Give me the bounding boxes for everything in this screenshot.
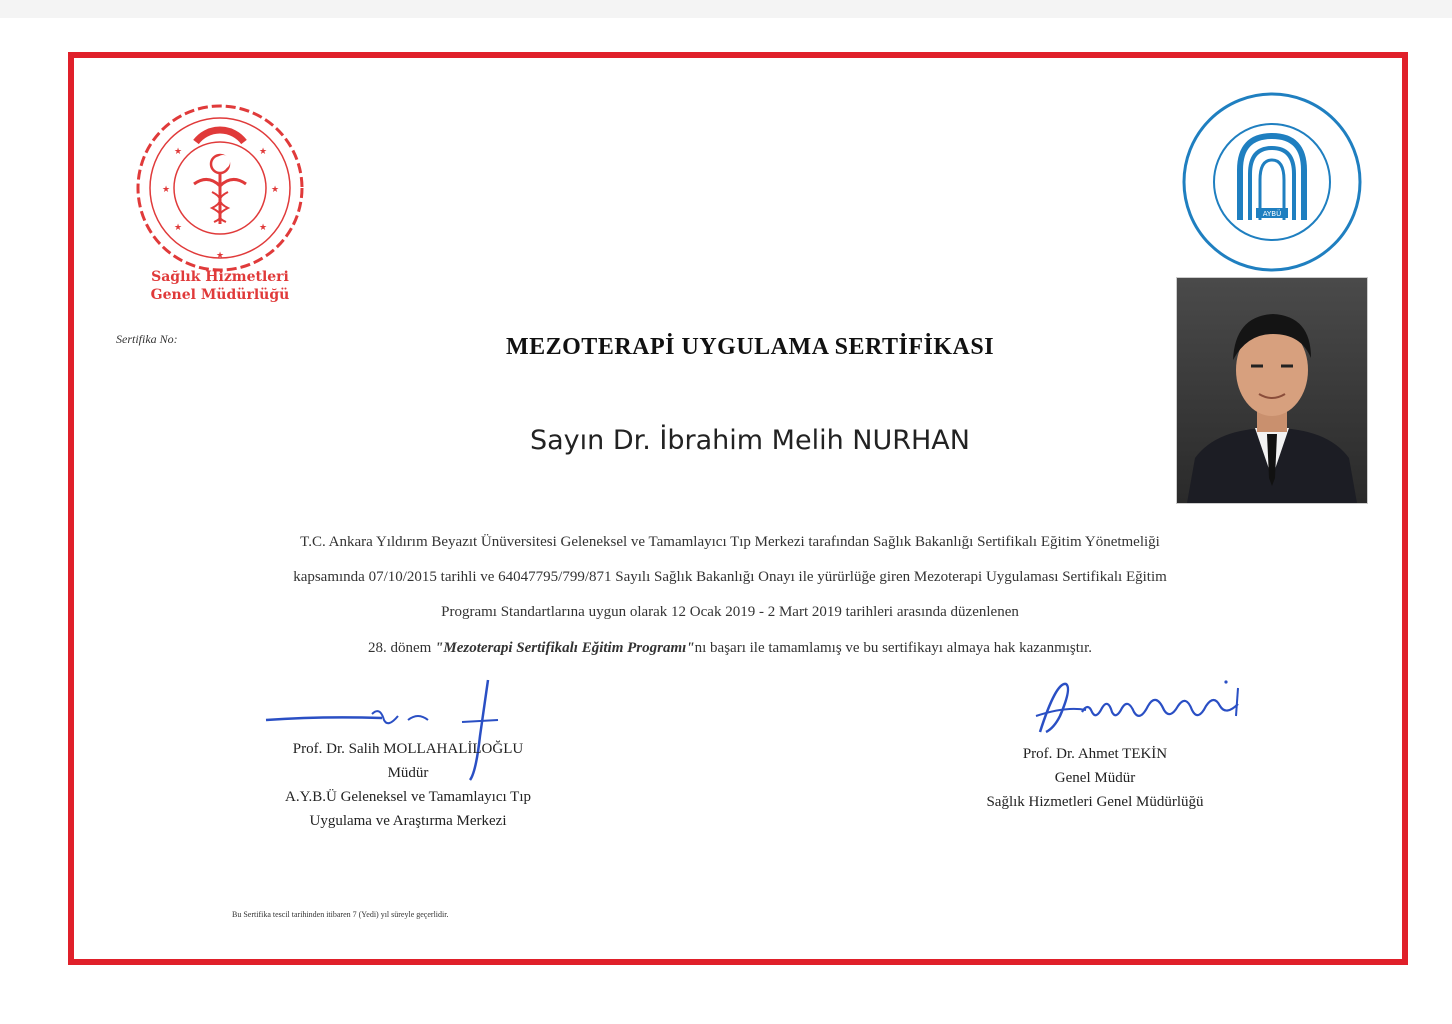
body-line-1: T.C. Ankara Yıldırım Beyazıt Ünüversitesi Geleneksel ve Tamamlayıcı Tıp Merkezi tarafından Sağlık Bakanlığı Sertifikalı Eğitim Yönetmeliği (300, 534, 1160, 550)
left-signatory-role: Müdür (387, 765, 429, 781)
left-signatory (218, 737, 598, 833)
validity-footnote: Bu Sertifika tescil tarihinden itibaren 7 (Yedi) yıl süreyle geçerlidir. (232, 910, 449, 919)
svg-text:★: ★ (259, 147, 268, 157)
body-line-4 (110, 640, 1350, 657)
program-name: "Mezoterapi Sertifikalı Eğitim Programı" (435, 640, 695, 656)
left-signatory-org-line1: A.Y.B.Ü Geleneksel ve Tamamlayıcı Tıp (285, 789, 531, 805)
body-line-3: Programı Standartlarına uygun olarak 12 Ocak 2019 - 2 Mart 2019 tarihleri arasında düzenlenen (441, 604, 1019, 620)
svg-text:★: ★ (259, 223, 268, 233)
certificate-title: MEZOTERAPİ UYGULAMA SERTİFİKASI (505, 334, 995, 360)
right-signatory-name: Prof. Dr. Ahmet TEKİN (1022, 746, 1168, 762)
body-line-4-prefix: 28. dönem (367, 640, 436, 656)
recipient-name: Sayın Dr. İbrahim Melih NURHAN (530, 425, 970, 456)
svg-text:★: ★ (271, 185, 280, 195)
right-signatory (910, 742, 1280, 814)
svg-text:★: ★ (174, 223, 183, 233)
university-abbr: AYBÜ (1262, 210, 1282, 218)
svg-text:★: ★ (174, 147, 183, 157)
ministry-name-line2: Genel Müdürlüğü (150, 287, 290, 303)
right-signatory-role: Genel Müdür (1054, 770, 1136, 786)
body-line-4-suffix: nı başarı ile tamamlamış ve bu sertifikayı almaya hak kazanmıştır. (694, 640, 1093, 656)
body-line-2: kapsamında 07/10/2015 tarihli ve 64047795/799/871 Sayılı Sağlık Bakanlığı Onayı ile yürürlüğe giren Mezoterapi Uygulaması Sertifikalı Eğitim (293, 569, 1167, 585)
ministry-name (110, 268, 330, 304)
certificate-number-label: Sertifika No: (116, 332, 178, 346)
left-signatory-org-line2: Uygulama ve Araştırma Merkezi (309, 813, 507, 829)
right-signatory-org: Sağlık Hizmetleri Genel Müdürlüğü (986, 794, 1204, 810)
svg-text:★: ★ (216, 251, 225, 261)
ministry-name-line1: Sağlık Hizmetleri (151, 269, 289, 285)
left-signatory-name: Prof. Dr. Salih MOLLAHALİLOĞLU (292, 741, 524, 757)
recipient-photo (1176, 277, 1368, 504)
svg-text:★: ★ (162, 185, 171, 195)
ministry-seal-logo (134, 102, 306, 274)
right-signature (1026, 676, 1256, 746)
university-seal-logo (1180, 90, 1364, 274)
